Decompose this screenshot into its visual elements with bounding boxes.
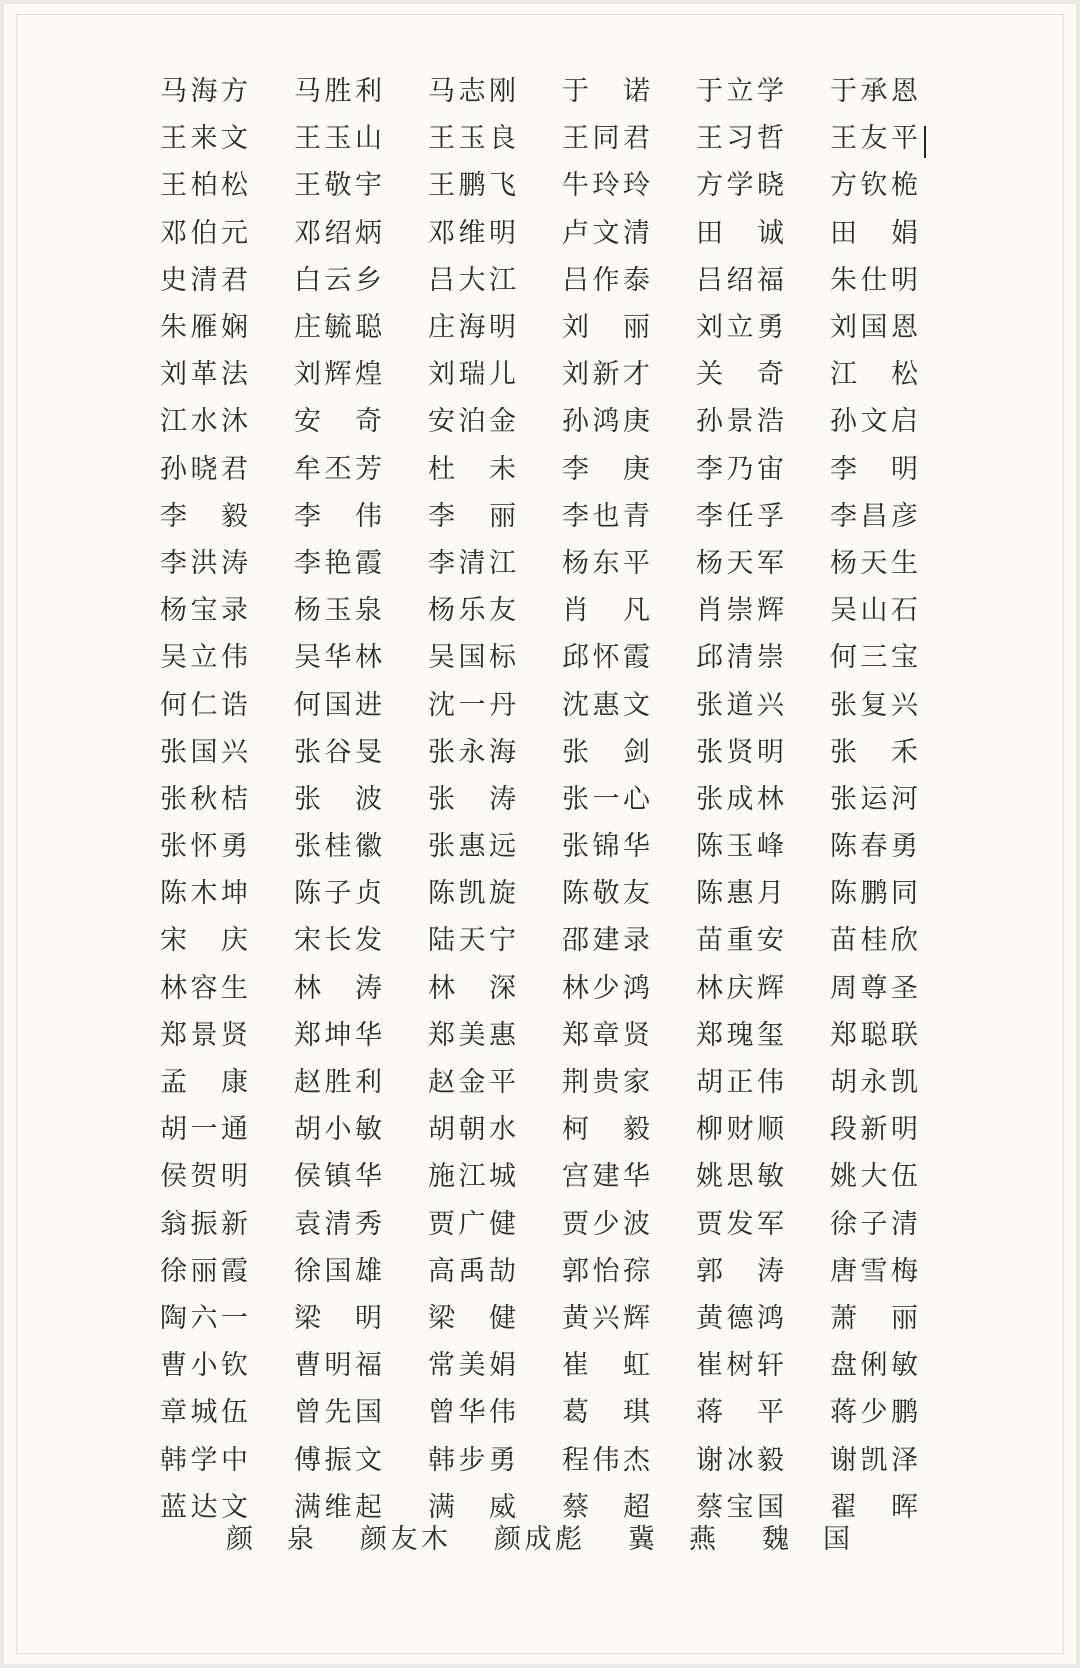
name-entry: 崔 虹 [562,1350,650,1382]
name-entry: 吕 大 江 [428,264,516,296]
name-entry: 邓 绍 炳 [294,217,382,249]
name-entry: 田 诚 [696,217,784,249]
name-entry: 陈 春 勇 [830,831,918,863]
name-entry: 李 丽 [428,500,516,532]
name-entry: 陈 敬 友 [562,878,650,910]
name-entry: 林 少 鸿 [562,972,650,1004]
name-entry: 傅 振 文 [294,1444,382,1476]
name-entry: 王 柏 松 [160,170,248,202]
name-entry: 侯 镇 华 [294,1161,382,1193]
name-entry: 庄 海 明 [428,312,516,344]
name-entry: 施 江 城 [428,1161,516,1193]
name-entry: 何 仁 诰 [160,689,248,721]
name-entry: 陈 凯 旋 [428,878,516,910]
name-entry: 徐 子 清 [830,1208,918,1240]
name-entry: 孙 晓 君 [160,453,248,485]
name-entry: 刘 新 才 [562,359,650,391]
name-entry: 张 永 海 [428,736,516,768]
name-entry: 方 钦 桅 [830,170,918,202]
name-entry: 杨 天 军 [696,547,784,579]
name-entry: 蓝 达 文 [160,1491,248,1523]
name-entry: 江 水 沐 [160,406,248,438]
name-entry: 陈 子 贞 [294,878,382,910]
name-entry: 于 诺 [562,76,650,108]
name-entry: 胡 小 敏 [294,1114,382,1146]
name-entry: 马 海 方 [160,76,248,108]
name-entry: 肖 凡 [562,595,650,627]
name-entry: 张 惠 远 [428,831,516,863]
name-entry: 张 桂 徽 [294,831,382,863]
name-entry: 满 威 [428,1491,516,1523]
name-entry: 曾 先 国 [294,1397,382,1429]
name-entry: 林 涛 [294,972,382,1004]
name-entry: 侯 贺 明 [160,1161,248,1193]
name-entry: 邱 清 崇 [696,642,784,674]
name-entry: 蒋 平 [696,1397,784,1429]
name-entry: 胡 永 凯 [830,1067,918,1099]
name-entry: 韩 步 勇 [428,1444,516,1476]
name-entry: 邓 伯 元 [160,217,248,249]
name-entry: 马 志 刚 [428,76,516,108]
name-entry: 张 剑 [562,736,650,768]
name-entry: 安 奇 [294,406,382,438]
name-entry: 张 贤 明 [696,736,784,768]
text-cursor [924,126,926,158]
name-entry: 段 新 明 [830,1114,918,1146]
name-entry: 刘 辉 煌 [294,359,382,391]
name-entry: 黄 德 鸿 [696,1302,784,1334]
name-entry: 袁 清 秀 [294,1208,382,1240]
name-entry: 史 清 君 [160,264,248,296]
name-entry: 胡 一 通 [160,1114,248,1146]
name-entry: 关 奇 [696,359,784,391]
name-entry: 刘 丽 [562,312,650,344]
name-entry: 杨 玉 泉 [294,595,382,627]
name-entry: 吴 华 林 [294,642,382,674]
name-entry: 牟 丕 芳 [294,453,382,485]
name-entry: 程 伟 杰 [562,1444,650,1476]
name-entry: 孟 康 [160,1067,248,1099]
name-entry: 胡 正 伟 [696,1067,784,1099]
name-entry: 郑 美 惠 [428,1019,516,1051]
name-entry: 郭 怡 孮 [562,1255,650,1287]
name-entry: 安 泊 金 [428,406,516,438]
name-entry: 邵 建 录 [562,925,650,957]
name-entry: 崔 树 轩 [696,1350,784,1382]
name-entry: 章 城 伍 [160,1397,248,1429]
name-entry: 姚 大 伍 [830,1161,918,1193]
name-entry: 李 毅 [160,500,248,532]
name-entry: 蔡 宝 国 [696,1491,784,1523]
name-entry: 吕 作 泰 [562,264,650,296]
name-grid [160,68,940,1531]
name-entry: 李 庚 [562,453,650,485]
name-entry: 林 深 [428,972,516,1004]
name-entry: 王 习 哲 [696,123,784,155]
name-entry: 李 昌 彦 [830,500,918,532]
name-entry: 王 敬 宇 [294,170,382,202]
name-entry: 胡 朝 水 [428,1114,516,1146]
name-entry: 张 运 河 [830,783,918,815]
name-entry: 萧 丽 [830,1302,918,1334]
name-entry: 马 胜 利 [294,76,382,108]
name-entry: 苗 重 安 [696,925,784,957]
name-entry: 张 怀 勇 [160,831,248,863]
name-entry: 陈 惠 月 [696,878,784,910]
name-entry: 张 波 [294,783,382,815]
name-entry: 冀 燕 [628,1524,716,1556]
name-entry: 宋 长 发 [294,925,382,957]
name-entry: 郑 瑰 玺 [696,1019,784,1051]
name-entry: 张 一 心 [562,783,650,815]
name-entry: 宫 建 华 [562,1161,650,1193]
name-entry: 盘 俐 敏 [830,1350,918,1382]
name-entry: 颜 泉 [226,1524,314,1556]
name-entry: 张 涛 [428,783,516,815]
name-entry: 王 玉 良 [428,123,516,155]
name-entry: 孙 鸿 庚 [562,406,650,438]
name-entry: 李 乃 宙 [696,453,784,485]
name-entry: 沈 惠 文 [562,689,650,721]
name-entry: 徐 国 雄 [294,1255,382,1287]
name-entry: 贾 少 波 [562,1208,650,1240]
name-entry: 刘 瑞 儿 [428,359,516,391]
name-entry: 王 鹏 飞 [428,170,516,202]
name-entry: 张 锦 华 [562,831,650,863]
name-entry: 唐 雪 梅 [830,1255,918,1287]
name-entry: 赵 胜 利 [294,1067,382,1099]
name-entry: 杨 天 生 [830,547,918,579]
name-entry: 张 道 兴 [696,689,784,721]
name-entry: 白 云 乡 [294,264,382,296]
name-entry: 江 松 [830,359,918,391]
name-entry: 魏 国 [762,1524,850,1556]
name-entry: 林 庆 辉 [696,972,784,1004]
name-entry: 吴 国 标 [428,642,516,674]
name-entry: 赵 金 平 [428,1067,516,1099]
name-entry: 蔡 超 [562,1491,650,1523]
name-entry: 陆 天 宁 [428,925,516,957]
name-entry: 邓 维 明 [428,217,516,249]
name-entry: 张 复 兴 [830,689,918,721]
name-entry: 肖 崇 辉 [696,595,784,627]
name-entry: 常 美 娟 [428,1350,516,1382]
name-entry: 刘 立 勇 [696,312,784,344]
name-entry: 王 同 君 [562,123,650,155]
name-entry: 柯 毅 [562,1114,650,1146]
name-entry: 何 国 进 [294,689,382,721]
name-entry: 朱 雁 娴 [160,312,248,344]
name-entry: 张 秋 桔 [160,783,248,815]
name-entry: 李 也 青 [562,500,650,532]
name-entry: 梁 明 [294,1302,382,1334]
name-entry: 韩 学 中 [160,1444,248,1476]
name-entry: 郑 景 贤 [160,1019,248,1051]
name-entry: 李 清 江 [428,547,516,579]
name-entry: 张 谷 旻 [294,736,382,768]
name-entry: 满 维 起 [294,1491,382,1523]
name-entry: 李 伟 [294,500,382,532]
name-entry: 孙 景 浩 [696,406,784,438]
name-entry: 郑 章 贤 [562,1019,650,1051]
name-entry: 郭 涛 [696,1255,784,1287]
name-entry: 谢 冰 毅 [696,1444,784,1476]
name-entry: 郑 聪 联 [830,1019,918,1051]
name-entry: 曾 华 伟 [428,1397,516,1429]
name-entry: 黄 兴 辉 [562,1302,650,1334]
name-entry: 曹 小 钦 [160,1350,248,1382]
name-entry: 杨 东 平 [562,547,650,579]
name-entry: 徐 丽 霞 [160,1255,248,1287]
name-entry: 于 承 恩 [830,76,918,108]
name-entry: 谢 凯 泽 [830,1444,918,1476]
name-entry: 刘 革 法 [160,359,248,391]
name-entry: 张 禾 [830,736,918,768]
name-entry: 吕 绍 福 [696,264,784,296]
name-entry: 何 三 宝 [830,642,918,674]
name-entry: 牛 玲 玲 [562,170,650,202]
name-entry: 李 艳 霞 [294,547,382,579]
name-entry: 翟 晖 [830,1491,918,1523]
name-entry: 贾 发 军 [696,1208,784,1240]
name-entry: 葛 琪 [562,1397,650,1429]
name-grid-last-row [226,1516,896,1563]
name-entry: 邱 怀 霞 [562,642,650,674]
name-entry: 林 容 生 [160,972,248,1004]
name-entry: 卢 文 清 [562,217,650,249]
name-entry: 吴 山 石 [830,595,918,627]
name-entry: 张 国 兴 [160,736,248,768]
name-entry: 柳 财 顺 [696,1114,784,1146]
name-entry: 王 玉 山 [294,123,382,155]
name-entry: 李 洪 涛 [160,547,248,579]
name-entry: 王 友 平 [830,123,918,155]
name-entry: 庄 毓 聪 [294,312,382,344]
name-entry: 李 明 [830,453,918,485]
name-entry: 孙 文 启 [830,406,918,438]
name-entry: 郑 坤 华 [294,1019,382,1051]
name-entry: 张 成 林 [696,783,784,815]
name-entry: 刘 国 恩 [830,312,918,344]
name-entry: 颜 成 彪 [494,1524,582,1556]
name-entry: 王 来 文 [160,123,248,155]
name-entry: 周 尊 圣 [830,972,918,1004]
name-entry: 吴 立 伟 [160,642,248,674]
name-entry: 朱 仕 明 [830,264,918,296]
name-entry: 宋 庆 [160,925,248,957]
name-entry: 曹 明 福 [294,1350,382,1382]
name-entry: 荆 贵 家 [562,1067,650,1099]
name-entry: 方 学 晓 [696,170,784,202]
name-entry: 陈 玉 峰 [696,831,784,863]
name-entry: 梁 健 [428,1302,516,1334]
name-entry: 杨 宝 录 [160,595,248,627]
name-entry: 颜 友 木 [360,1524,448,1556]
name-entry: 陈 鹏 同 [830,878,918,910]
name-entry: 翁 振 新 [160,1208,248,1240]
name-entry: 杜 未 [428,453,516,485]
name-entry: 陈 木 坤 [160,878,248,910]
name-entry: 蒋 少 鹏 [830,1397,918,1429]
name-entry: 陶 六 一 [160,1302,248,1334]
name-entry: 杨 乐 友 [428,595,516,627]
name-entry: 姚 思 敏 [696,1161,784,1193]
name-entry: 李 任 孚 [696,500,784,532]
name-entry: 高 禹 劼 [428,1255,516,1287]
page [4,4,1076,1664]
name-entry: 于 立 学 [696,76,784,108]
name-entry: 沈 一 丹 [428,689,516,721]
name-entry: 贾 广 健 [428,1208,516,1240]
name-entry: 田 娟 [830,217,918,249]
name-entry: 苗 桂 欣 [830,925,918,957]
